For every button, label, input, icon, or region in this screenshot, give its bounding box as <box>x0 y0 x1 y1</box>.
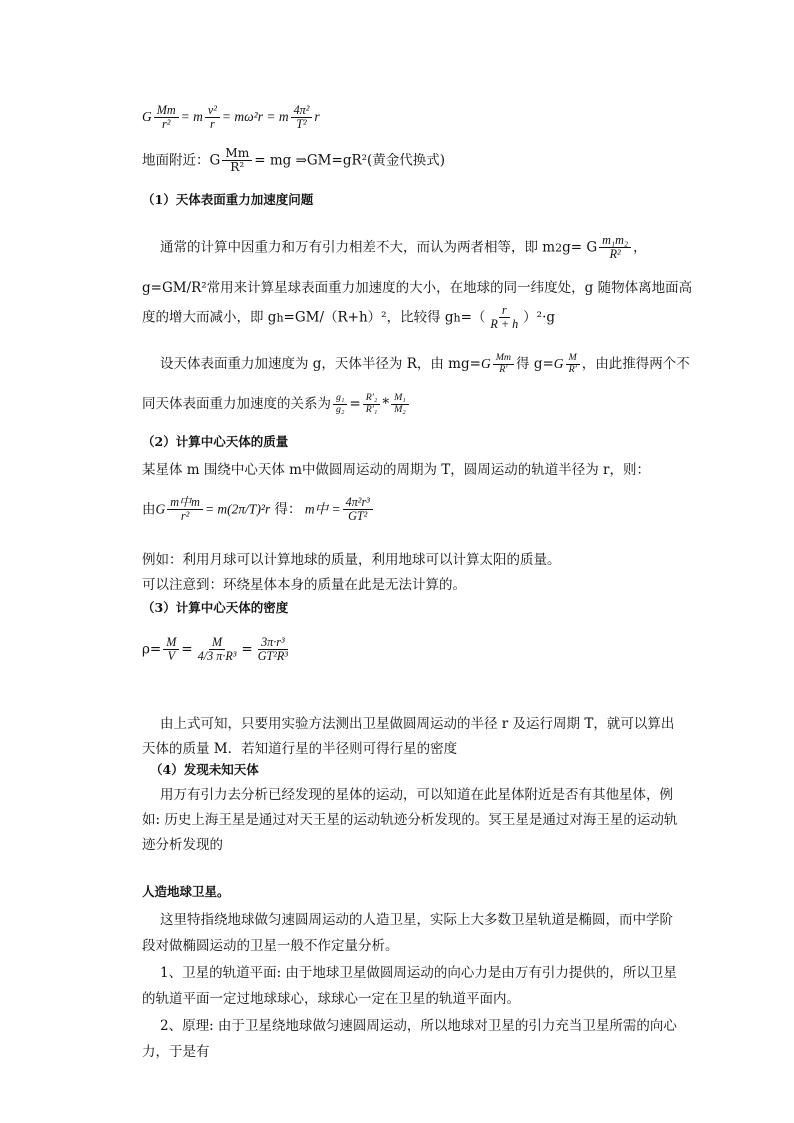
s2-formula: 由G $\frac{\text{m中m}}{\text{r²}}$ = m(2π/T)²r 得： m中 = $\frac{\text{4π²r³}}{\text{GT²}}$ <box>142 496 662 524</box>
s3-density-formula: ρ= $\frac{M}{V}$ = $\frac{M}{\text{4/3 π·R³}}$ = $\frac{\text{3π·r³}}{\text{GT²R³}}$ <box>142 635 288 664</box>
s1-paragraph-2: g=GM/R²常用来计算星球表面重力加速度的大小，在地球的同一纬度处，g 随物体离地面高 <box>142 280 693 296</box>
section-2-title: （2）计算中心天体的质量 <box>142 434 289 449</box>
s1-paragraph-3: 度的增大而减小，即 gh=GM/（R+h）²，比较得 gh=（ $\frac{r}{R + h}$ ）²·g <box>142 303 556 332</box>
s1-paragraph-5: 同天体表面重力加速度的关系为 $\frac{\text{g₁}}{\text{g₂}}$ = $\frac{\text{R′₂}}{\text{R′₁}}$ * $\frac{\text{M₁}}{\text{M₂}}$ <box>142 392 662 416</box>
sat-paragraph-3: 1、卫星的轨道平面: 由于地球卫星做圆周运动的向心力是由万有引力提供的，所以卫星 <box>160 965 677 981</box>
section-4-title: （4）发现未知天体 <box>150 762 259 777</box>
s4-paragraph-2: 如: 历史上海王星是通过对天王星的运动轨迹分析发现的。冥王星是通过对海王星的运动轨 <box>142 812 678 828</box>
section-1-title: （1）天体表面重力加速度问题 <box>142 192 314 207</box>
sat-paragraph-6: 力，于是有 <box>142 1044 210 1060</box>
s2-paragraph-1: 某星体 m 围绕中心天体 m中做圆周运动的周期为 T，圆周运动的轨道半径为 r，则： <box>142 462 651 478</box>
sat-paragraph-2: 段对做椭圆运动的卫星一般不作定量分析。 <box>142 938 399 954</box>
formula-circular-motion: G $\frac{Mm}{\text{r²}}$ = m $\frac{\text{v²}}{r}$ = mω²r = m $\frac{\text{4π²}}{\text{T²}}$ r <box>142 103 320 132</box>
s2-paragraph-4: 可以注意到：环绕星体本身的质量在此是无法计算的。 <box>142 577 466 593</box>
s4-paragraph-3: 迹分析发现的 <box>142 837 223 853</box>
formula-ground: 地面附近：G $\frac{Mm}{\text{R²}}$ = mg ⇒GM=gR²(黄金代换式) <box>142 146 446 175</box>
s3-paragraph-1: 由上式可知，只要用实验方法测出卫星做圆周运动的半径 r 及运行周期 T，就可以算出 <box>160 716 675 732</box>
sat-paragraph-5: 2、原理: 由于卫星绕地球做匀速圆周运动，所以地球对卫星的引力充当卫星所需的向心 <box>160 1018 677 1034</box>
s3-paragraph-2: 天体的质量 M．若知道行星的半径则可得行星的密度 <box>142 741 458 757</box>
satellite-title: 人造地球卫星。 <box>142 884 230 899</box>
sat-paragraph-1: 这里特指绕地球做匀速圆周运动的人造卫星，实际上大多数卫星轨道是椭圆，而中学阶 <box>160 912 673 928</box>
s2-paragraph-3: 例如：利用月球可以计算地球的质量，利用地球可以计算太阳的质量。 <box>142 552 561 568</box>
s1-paragraph-1: 通常的计算中因重力和万有引力相差不大，而认为两者相等，即 m2g= G $\frac{\text{m₁m₂}}{\text{R²}}$ ， <box>160 233 647 262</box>
s4-paragraph-1: 用万有引力去分析已经发现的星体的运动，可以知道在此星体附近是否有其他星体，例 <box>160 787 673 803</box>
s1-paragraph-4: 设天体表面重力加速度为 g，天体半径为 R，由 mg=G $\frac{Mm}{R'}$ 得 g=G $\frac{M}{R'}$ ，由此推得两个不 <box>160 352 690 375</box>
section-3-title: （3）计算中心天体的密度 <box>142 600 289 615</box>
sat-paragraph-4: 的轨道平面一定过地球球心，球球心一定在卫星的轨道平面内。 <box>142 991 520 1007</box>
